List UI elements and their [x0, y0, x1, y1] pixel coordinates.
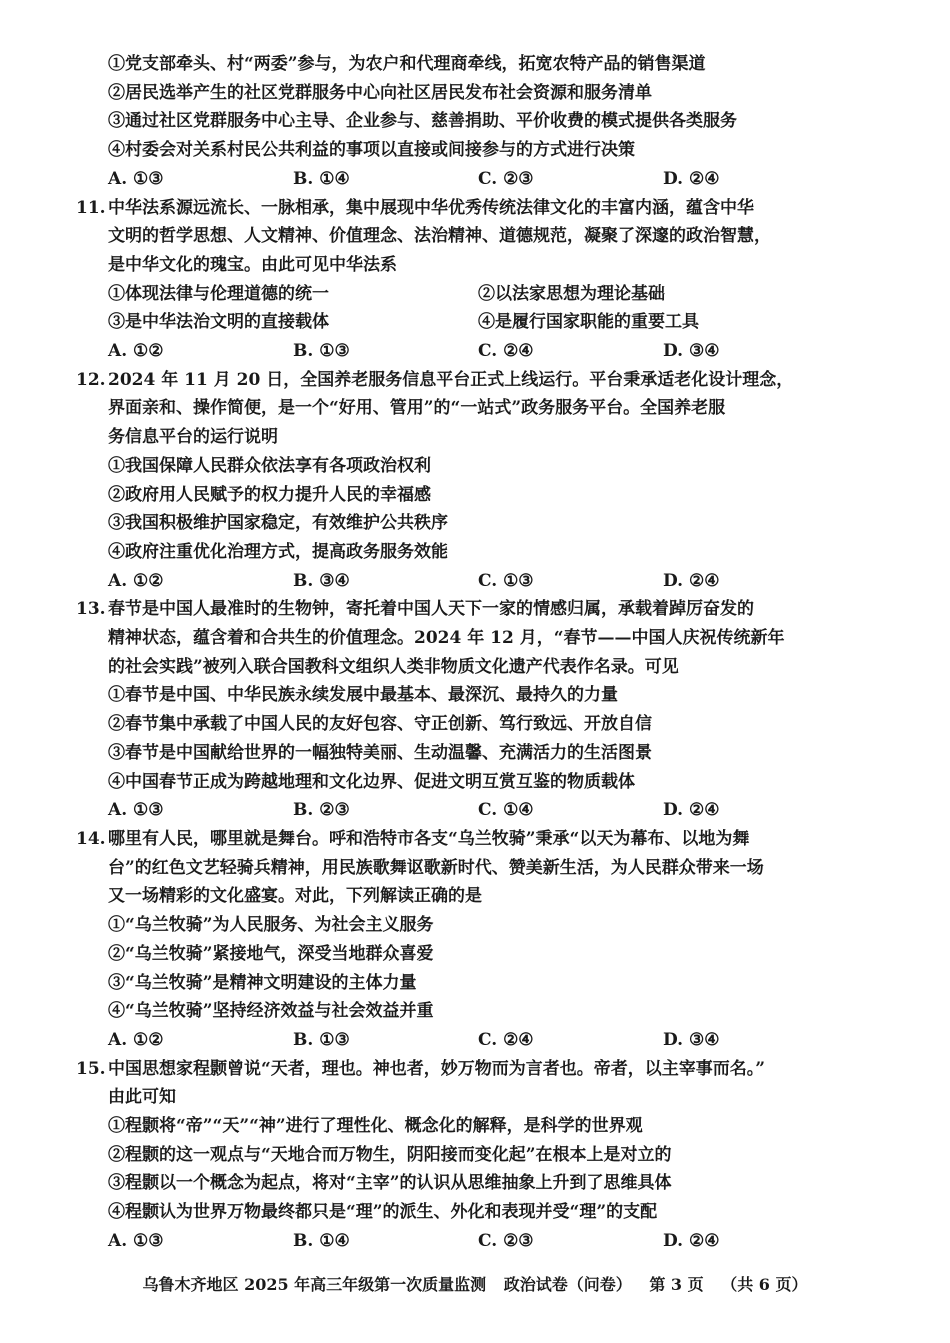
answer-b: B. ③④	[293, 570, 350, 591]
question-stem-line: 哪里有人民，哪里就是舞台。呼和浩特市各支“乌兰牧骑”秉承“以天为幕布、以地为舞	[108, 828, 750, 849]
answer-a: A. ①②	[108, 570, 164, 591]
question-13	[76, 595, 876, 825]
answer-choices	[76, 165, 876, 194]
question-stem-line: 春节是中国人最准时的生物钟，寄托着中国人天下一家的情感归属，承载着踔厉奋发的	[108, 599, 754, 620]
question-stem-line: 的社会实践”被列入联合国教科文组织人类非物质文化遗产代表作名录。可见	[108, 656, 679, 677]
question-stem-line: 由此可知	[108, 1087, 176, 1108]
question-stem-line: 界面亲和、操作简便，是一个“好用、管用”的“一站式”政务服务平台。全国养老服	[108, 398, 726, 419]
question-stem-line: 务信息平台的运行说明	[108, 427, 278, 448]
answer-c: C. ②③	[478, 1230, 534, 1251]
option-3: ③“乌兰牧骑”是精神文明建设的主体力量	[108, 972, 417, 993]
question-10	[76, 50, 876, 194]
option-row	[76, 308, 876, 337]
question-11	[76, 194, 876, 366]
option-3: ③程颢以一个概念为起点，将对“主宰”的认识从思维抽象上升到了思维具体	[108, 1173, 672, 1194]
option-1: ①党支部牵头、村“两委”参与，为农户和代理商牵线，拓宽农特产品的销售渠道	[108, 54, 706, 74]
answer-c: C. ①④	[478, 800, 534, 821]
option-3: ③春节是中国献给世界的一幅独特美丽、生动温馨、充满活力的生活图景	[108, 742, 652, 763]
answer-c: C. ②④	[478, 1029, 534, 1050]
option-1: ①体现法律与伦理道德的统一	[108, 283, 329, 304]
option-1: ①春节是中国、中华民族永续发展中最基本、最深沉、最持久的力量	[108, 685, 618, 706]
exam-content	[76, 50, 876, 1256]
option-2: ②居民选举产生的社区党群服务中心向社区居民发布社会资源和服务清单	[108, 82, 652, 103]
option-2: ②政府用人民赋予的权力提升人民的幸福感	[108, 484, 431, 505]
page-footer	[0, 1272, 950, 1295]
answer-choices	[76, 1227, 876, 1256]
option-4: ④中国春节正成为跨越地理和文化边界、促进文明互赏互鉴的物质载体	[108, 771, 635, 792]
question-stem-line: 中华法系源远流长、一脉相承，集中展现中华优秀传统法律文化的丰富内涵，蕴含中华	[108, 197, 754, 218]
question-stem-line: 文明的哲学思想、人文精神、价值理念、法治精神、道德规范，凝聚了深邃的政治智慧，	[108, 226, 771, 247]
total-pages: （共 6 页）	[721, 1275, 808, 1294]
option-2: ②“乌兰牧骑”紧接地气，深受当地群众喜爱	[108, 943, 434, 964]
option-1: ①程颢将“帝”“天”“神”进行了理性化、概念化的解释，是科学的世界观	[108, 1116, 643, 1137]
page-number: 第 3 页	[649, 1275, 704, 1294]
question-15	[76, 1055, 876, 1256]
option-1: ①“乌兰牧骑”为人民服务、为社会主义服务	[108, 915, 434, 936]
answer-choices	[76, 1026, 876, 1055]
answer-c: C. ②③	[478, 168, 534, 189]
question-stem-line: 又一场精彩的文化盛宴。对此，下列解读正确的是	[108, 886, 482, 907]
question-number: 14.	[76, 828, 106, 849]
question-number: 13.	[76, 599, 106, 620]
answer-d: D. ②④	[663, 570, 720, 591]
question-stem-line: 2024 年 11 月 20 日，全国养老服务信息平台正式上线运行。平台秉承适老化设计理念，	[108, 369, 794, 390]
answer-d: D. ③④	[663, 1029, 720, 1050]
answer-b: B. ②③	[293, 800, 350, 821]
answer-a: A. ①②	[108, 1029, 164, 1050]
answer-b: B. ①④	[293, 1230, 350, 1251]
answer-a: A. ①③	[108, 168, 164, 189]
exam-name: 乌鲁木齐地区 2025 年高三年级第一次质量监测	[142, 1275, 487, 1294]
answer-choices	[76, 796, 876, 825]
answer-d: D. ②④	[663, 800, 720, 821]
question-stem-line: 台”的红色文艺轻骑兵精神，用民族歌舞讴歌新时代、赞美新生活，为人民群众带来一场	[108, 857, 764, 878]
question-stem-line: 精神状态，蕴含着和合共生的价值理念。2024 年 12 月，“春节——中国人庆祝传统新年	[108, 628, 785, 649]
question-stem-line: 中国思想家程颢曾说“天者，理也。神也者，妙万物而为言者也。帝者，以主宰事而名。”	[108, 1058, 766, 1079]
option-4: ④“乌兰牧骑”坚持经济效益与社会效益并重	[108, 1001, 434, 1022]
option-4: ④是履行国家职能的重要工具	[478, 312, 699, 333]
option-3: ③我国积极维护国家稳定，有效维护公共秩序	[108, 513, 448, 534]
option-3: ③通过社区党群服务中心主导、企业参与、慈善捐助、平价收费的模式提供各类服务	[108, 111, 737, 132]
option-2: ②春节集中承载了中国人民的友好包容、守正创新、笃行致远、开放自信	[108, 714, 652, 735]
question-14	[76, 825, 876, 1055]
answer-d: D. ②④	[663, 1230, 720, 1251]
answer-a: A. ①③	[108, 800, 164, 821]
option-4: ④程颢认为世界万物最终都只是“理”的派生、外化和表现并受“理”的支配	[108, 1202, 658, 1223]
answer-d: D. ②④	[663, 168, 720, 189]
answer-b: B. ①③	[293, 1029, 350, 1050]
answer-b: B. ①③	[293, 341, 350, 362]
answer-c: C. ②④	[478, 341, 534, 362]
option-2: ②以法家思想为理论基础	[478, 283, 665, 304]
question-number: 15.	[76, 1058, 106, 1079]
option-row	[76, 280, 876, 309]
question-stem-line: 是中华文化的瑰宝。由此可见中华法系	[108, 254, 397, 275]
answer-a: A. ①③	[108, 1230, 164, 1251]
option-3: ③是中华法治文明的直接载体	[108, 312, 329, 333]
option-1: ①我国保障人民群众依法享有各项政治权利	[108, 455, 431, 476]
option-4: ④村委会对关系村民公共利益的事项以直接或间接参与的方式进行决策	[108, 140, 635, 161]
option-2: ②程颢的这一观点与“天地合而万物生，阴阳接而变化起”在根本上是对立的	[108, 1144, 672, 1165]
answer-b: B. ①④	[293, 168, 350, 189]
answer-choices	[76, 337, 876, 366]
answer-d: D. ③④	[663, 341, 720, 362]
question-number: 12.	[76, 369, 106, 390]
answer-choices	[76, 567, 876, 596]
question-12	[76, 366, 876, 596]
answer-c: C. ①③	[478, 570, 534, 591]
question-number: 11.	[76, 197, 106, 218]
option-4: ④政府注重优化治理方式，提高政务服务效能	[108, 541, 448, 562]
subject-name: 政治试卷（问卷）	[503, 1275, 632, 1294]
answer-a: A. ①②	[108, 341, 164, 362]
